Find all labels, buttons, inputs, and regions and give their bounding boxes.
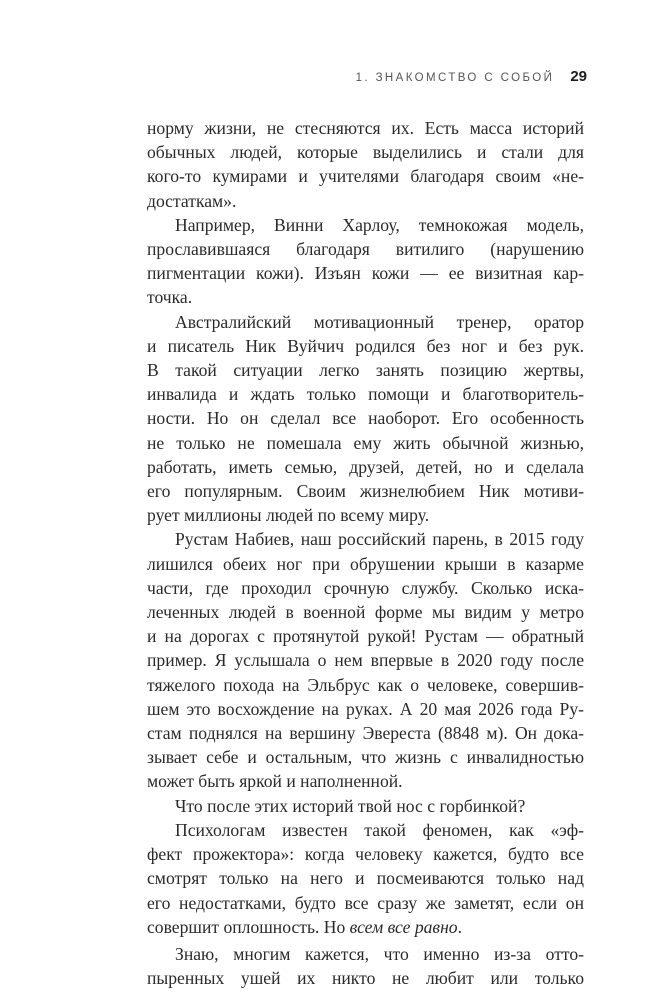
text-line-content: инвалида и ждать только помощи и благотворитель- [147,384,584,405]
text-line [147,189,584,213]
running-head [356,68,587,85]
text-line [147,406,584,430]
text-line-content: совершит оплошность. Но [147,916,350,937]
text-line [147,942,584,966]
text-line [147,431,584,455]
text-line-content: норму жизни, не стесняются их. Есть масса историй [147,118,584,138]
text-line-content: достаткам». [147,190,237,211]
text-line-tail: . [457,916,463,937]
text-line-content: не только не помешала ему жить обычной жизнью, [147,432,584,453]
text-line [147,285,584,309]
text-line-content: зывает себе и остальным, что жизнь с инвалидностью [147,747,584,768]
text-line [147,455,584,479]
text-line [147,818,584,842]
text-line [147,237,584,261]
text-line [147,382,584,406]
text-line [147,866,584,890]
text-line [147,600,584,624]
text-line-content: лишился обеих ног при обрушении крыши в казарме [147,553,584,574]
text-line [147,966,584,990]
text-line [147,648,584,672]
text-line-content: Что после этих историй твой нос с горбинкой? [175,795,526,816]
text-line-content: рует миллионы людей по всему миру. [147,505,430,526]
body-text [147,116,584,990]
text-line [147,310,584,334]
text-line-content: точка. [147,287,193,308]
text-line [147,358,584,382]
text-line [147,503,584,527]
text-line-content: пример. Я услышала о нем впервые в 2020 году после [147,650,584,671]
text-line [147,140,584,164]
text-line [147,721,584,745]
text-line-content: Психологам известен такой феномен, как «эф- [175,819,584,840]
text-line-content: фект прожектора»: когда человеку кажется, будто все [147,844,584,865]
text-line-content: обычных людей, которые выделились и стали для [147,142,584,163]
chapter-title: 1. ЗНАКОМСТВО С СОБОЙ [355,72,555,84]
text-line [147,116,584,140]
text-line [147,334,584,358]
text-line-content: кого-то кумирами и учителями благодаря своим «не- [147,166,584,187]
text-line-content: его популярным. Своим жизнелюбием Ник мотиви- [147,481,584,502]
emphasized-phrase: всем все равно [349,916,458,937]
text-line [147,915,584,939]
text-line-content: работать, иметь семью, друзей, детей, но и сделала [147,456,584,477]
text-line-content: ности. Но он сделал все наоборот. Его особенность [147,408,584,429]
page-number: 29 [570,68,587,85]
text-line-content: и на дорогах с протянутой рукой! Рустам — обратный [147,626,584,647]
text-line-content: может быть яркой и наполненной. [147,771,403,792]
text-line [147,527,584,551]
text-line [147,261,584,285]
text-line-content: шем это восхождение на руках. А 20 мая 2026 года Ру- [147,698,584,719]
text-line-content: смотрят только на него и посмеиваются только над [147,868,584,889]
text-line [147,769,584,793]
text-line-content: В такой ситуации легко занять позицию жертвы, [147,360,584,381]
text-line [147,673,584,697]
text-line [147,697,584,721]
text-line [147,891,584,915]
text-line-content: Рустам Набиев, наш российский парень, в 2015 году [175,529,584,550]
text-line-content: пыренных ушей их никто не любит или только [147,968,584,989]
text-line [147,624,584,648]
text-line [147,842,584,866]
text-line-content: Австралийский мотивационный тренер, оратор [175,311,584,332]
text-line-content: части, где проходил срочную службу. Сколько иска- [147,577,584,598]
text-line-content: Например, Винни Харлоу, темнокожая модель, [175,214,584,235]
text-line-content: его недостатками, будто все сразу же заметят, если он [147,892,584,913]
text-line [147,794,584,818]
text-line-content: леченных людей в военной форме мы видим у метро [147,602,584,623]
text-line-content: прославившаяся благодаря витилиго (нарушению [147,239,584,260]
text-line [147,552,584,576]
text-line-content: Знаю, многим кажется, что именно из-за отто- [175,943,584,964]
text-line [147,479,584,503]
text-line-content: тяжелого похода на Эльбрус как о человеке, совершив- [147,674,584,695]
text-line-content: и писатель Ник Вуйчич родился без ног и без рук. [147,335,584,356]
text-line [147,164,584,188]
text-line-content: стам поднялся на вершину Эвереста (8848 м). Он дока- [147,723,584,744]
text-line [147,745,584,769]
text-line-content: пигментации кожи). Изъян кожи — ее визитная кар- [147,263,584,284]
text-line [147,213,584,237]
text-line [147,576,584,600]
